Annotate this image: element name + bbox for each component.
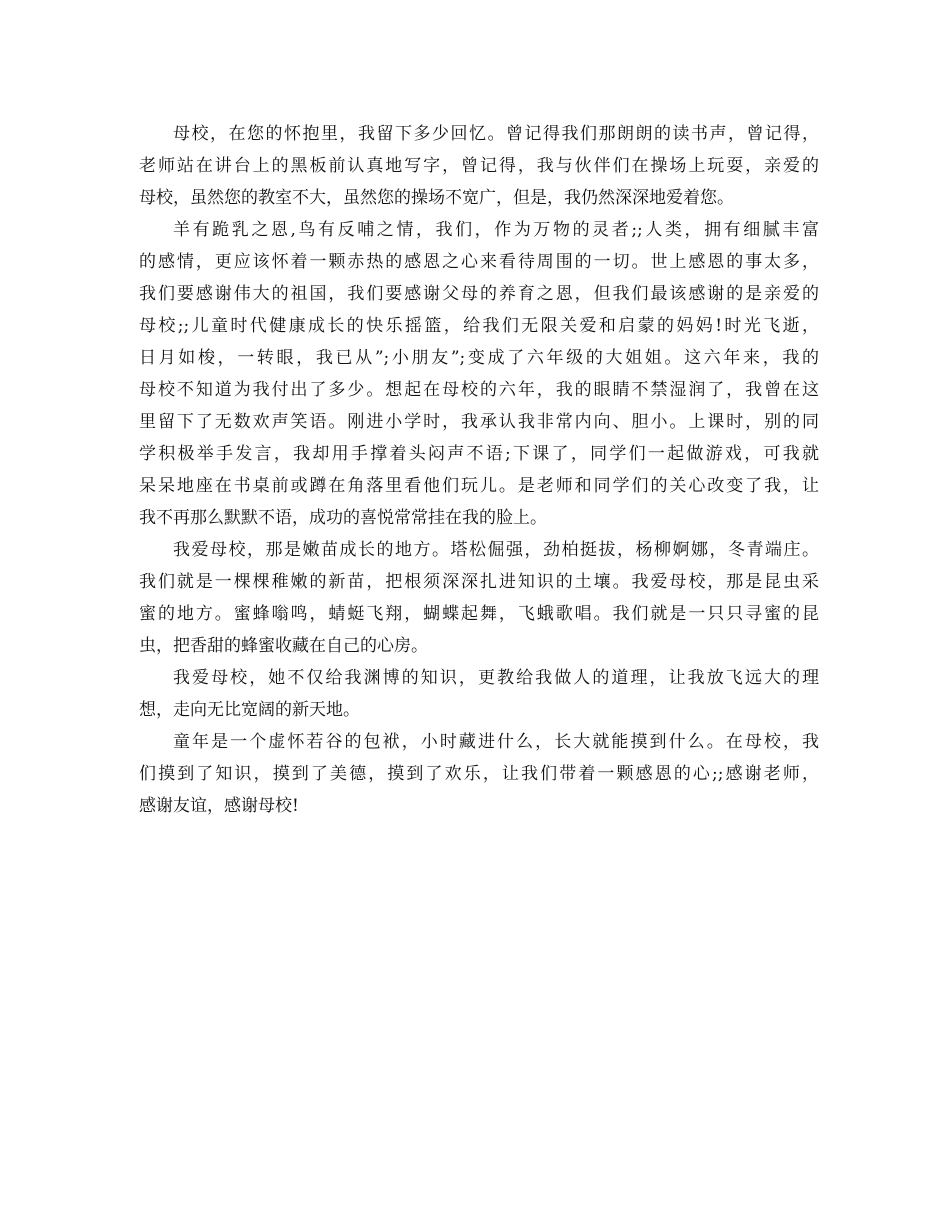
text-line: 母校;;儿童时代健康成长的快乐摇篮，给我们无限关爱和启蒙的妈妈!时光飞逝， xyxy=(139,316,819,336)
text-line: 母校，在您的怀抱里，我留下多少回忆。曾记得我们那朗朗的读书声，曾记得， xyxy=(173,124,819,144)
text-line: 虫，把香甜的蜂蜜收藏在自己的心房。 xyxy=(139,636,428,656)
text-line: 我爱母校，那是嫩苗成长的地方。塔松倔强，劲柏挺拔，杨柳婀娜，冬青端庄。 xyxy=(173,540,819,560)
text-line: 想，走向无比宽阔的新天地。 xyxy=(139,700,360,720)
text-line: 们摸到了知识，摸到了美德，摸到了欢乐，让我们带着一颗感恩的心;;感谢老师， xyxy=(139,764,819,784)
text-line: 羊有跪乳之恩,鸟有反哺之情，我们，作为万物的灵者;;人类，拥有细腻丰富 xyxy=(173,220,819,240)
text-line: 的感情，更应该怀着一颗赤热的感恩之心来看待周围的一切。世上感恩的事太多， xyxy=(139,252,819,272)
text-line: 蜜的地方。蜜蜂嗡鸣，蜻蜓飞翔，蝴蝶起舞，飞蛾歌唱。我们就是一只只寻蜜的昆 xyxy=(139,604,819,624)
text-line: 学积极举手发言，我却用手撑着头闷声不语;下课了，同学们一起做游戏，可我就 xyxy=(139,444,819,464)
text-line: 呆呆地座在书桌前或蹲在角落里看他们玩儿。是老师和同学们的关心改变了我，让 xyxy=(139,476,819,496)
essay-body xyxy=(139,118,819,822)
text-line: 我们就是一棵棵稚嫩的新苗，把根须深深扎进知识的土壤。我爱母校，那是昆虫采 xyxy=(139,572,819,592)
text-line: 我不再那么默默不语，成功的喜悦常常挂在我的脸上。 xyxy=(139,508,547,528)
paragraph-5 xyxy=(139,726,819,822)
text-line: 我爱母校，她不仅给我渊博的知识，更教给我做人的道理，让我放飞远大的理 xyxy=(173,668,819,688)
paragraph-4 xyxy=(139,662,819,726)
text-line: 日月如梭，一转眼，我已从”;小朋友”;变成了六年级的大姐姐。这六年来，我的 xyxy=(139,348,819,368)
paragraph-3 xyxy=(139,534,819,662)
text-line: 里留下了无数欢声笑语。刚进小学时，我承认我非常内向、胆小。上课时，别的同 xyxy=(139,412,819,432)
text-line: 我们要感谢伟大的祖国，我们要感谢父母的养育之恩，但我们最该感谢的是亲爱的 xyxy=(139,284,819,304)
text-line: 童年是一个虚怀若谷的包袱，小时藏进什么，长大就能摸到什么。在母校，我 xyxy=(173,732,819,752)
paragraph-2 xyxy=(139,214,819,534)
paragraph-1 xyxy=(139,118,819,214)
text-line: 母校不知道为我付出了多少。想起在母校的六年，我的眼睛不禁湿润了，我曾在这 xyxy=(139,380,819,400)
text-line: 老师站在讲台上的黑板前认真地写字，曾记得，我与伙伴们在操场上玩耍，亲爱的 xyxy=(139,156,819,176)
text-line: 母校，虽然您的教室不大，虽然您的操场不宽广，但是，我仍然深深地爱着您。 xyxy=(139,188,734,208)
text-line: 感谢友谊，感谢母校! xyxy=(139,796,299,816)
